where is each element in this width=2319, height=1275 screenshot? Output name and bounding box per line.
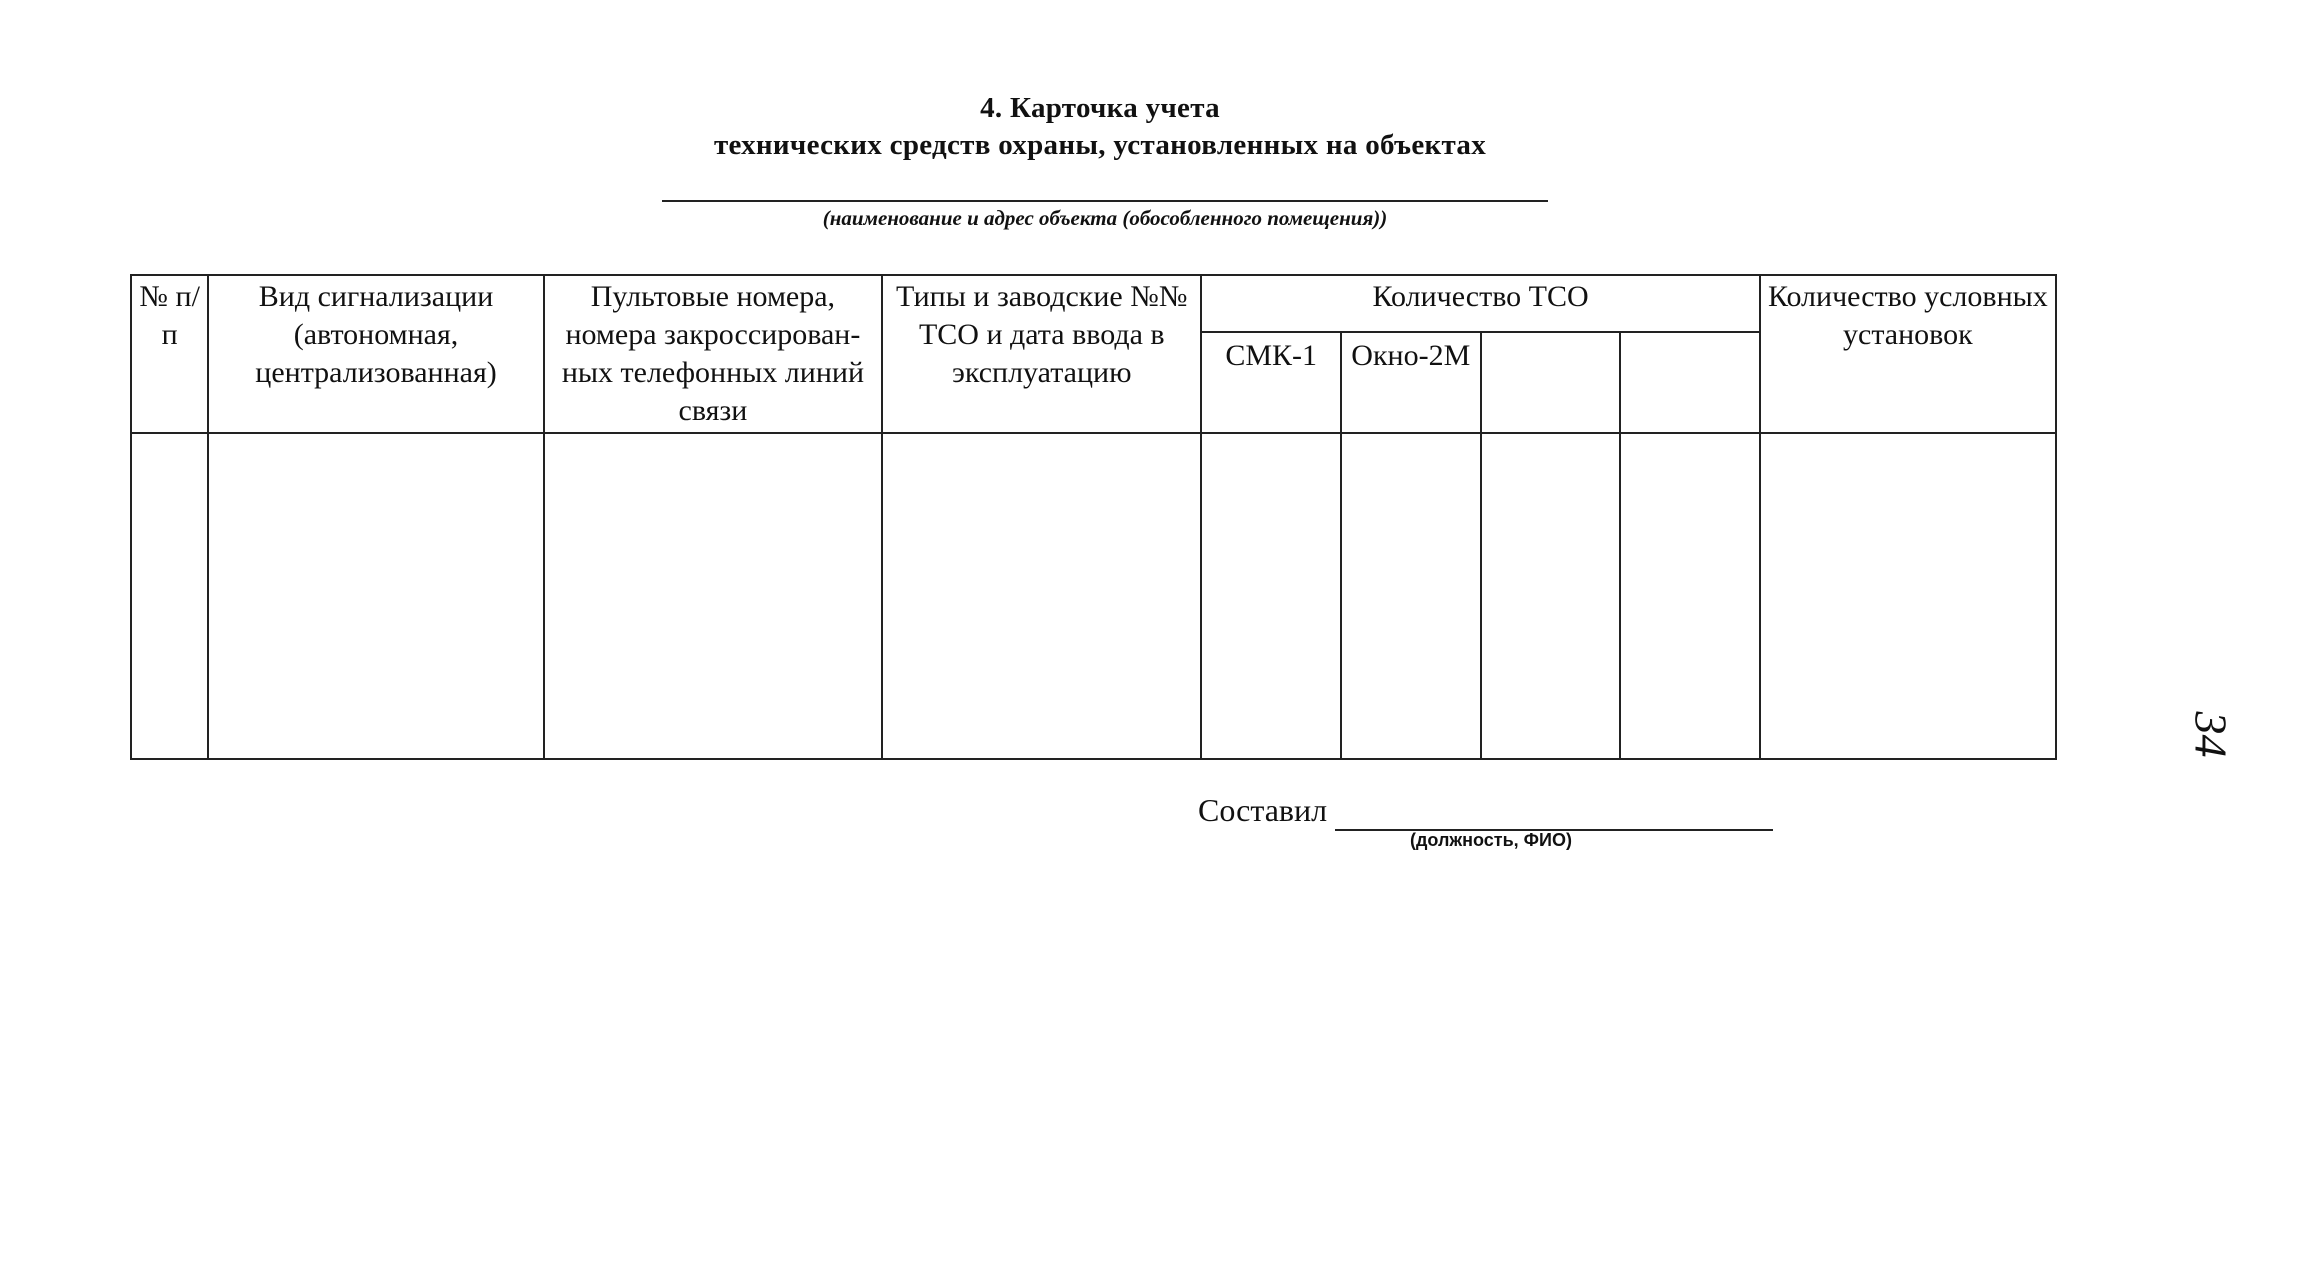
object-name-line [662, 200, 1548, 202]
table-cell [1341, 433, 1481, 759]
object-name-caption: (наименование и адрес объекта (обособленного помещения)) [822, 206, 1388, 230]
subheader-okno-2m: Окно-2М [1341, 332, 1481, 433]
composed-by-caption: (должность, ФИО) [1410, 830, 1572, 850]
page-number: 34 [2185, 711, 2237, 758]
table-header-row [131, 275, 2056, 332]
subheader-blank-1 [1481, 332, 1621, 433]
subheader-smk-1: СМК-1 [1201, 332, 1341, 433]
document-title-line-2: технических средств охраны, установленных на объектах [713, 129, 1487, 161]
table-row [131, 433, 2056, 759]
composed-by-label: Составил [1198, 792, 1328, 828]
tso-card-table [130, 274, 2057, 760]
table-cell [882, 433, 1201, 759]
table-cell [208, 433, 543, 759]
header-alarm-type: Вид сигнализации (автономная, централизованная) [208, 275, 543, 433]
header-console-numbers: Пультовые номера, номера закроссирован-ных телефонных линий связи [544, 275, 882, 433]
table-cell [131, 433, 208, 759]
table-cell [1481, 433, 1621, 759]
subheader-blank-2 [1620, 332, 1760, 433]
header-number: № п/п [131, 275, 208, 433]
header-conditional-count: Количество условных установок [1760, 275, 2056, 433]
table-cell [1760, 433, 2056, 759]
header-tso-count: Количество ТСО [1201, 275, 1759, 332]
header-types-serials: Типы и заводские №№ ТСО и дата ввода в эксплуатацию [882, 275, 1201, 433]
document-title-line-1: 4. Карточка учета [980, 92, 1220, 124]
table-cell [1201, 433, 1341, 759]
table-cell [1620, 433, 1760, 759]
table-cell [544, 433, 882, 759]
